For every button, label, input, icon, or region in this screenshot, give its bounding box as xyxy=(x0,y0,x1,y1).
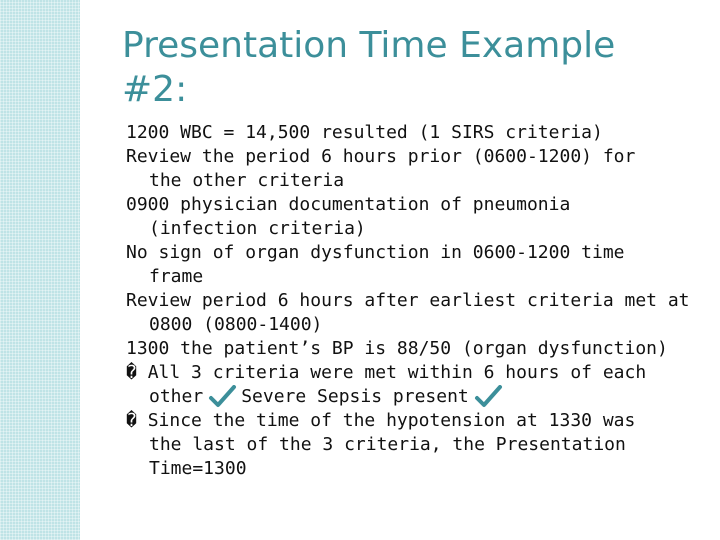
bullet-text: All 3 criteria were met within 6 hours of each xyxy=(147,362,647,383)
body-line xyxy=(126,409,706,433)
body-line: 1200 WBC = 14,500 resulted (1 SIRS criteria) xyxy=(126,122,603,143)
title-line-1: Presentation Time Example xyxy=(122,25,616,66)
body-line: Review period 6 hours after earliest criteria met at xyxy=(126,290,690,311)
body-paragraph xyxy=(126,121,706,145)
body-line: 1300 the patient’s BP is 88/50 (organ dysfunction) xyxy=(126,338,668,359)
bullet-glyph: � xyxy=(126,362,137,383)
body-paragraph xyxy=(126,289,706,337)
body-paragraph xyxy=(126,241,706,289)
body-line: No sign of organ dysfunction in 0600-1200 time xyxy=(126,242,625,263)
body-paragraph xyxy=(126,337,706,361)
body-line: the last of the 3 criteria, the Presentation xyxy=(149,434,626,455)
body-line: (infection criteria) xyxy=(149,218,366,239)
bullet-paragraph xyxy=(126,409,706,481)
body-line xyxy=(126,361,706,385)
bullet-text: other xyxy=(149,386,204,407)
body-line: 0800 (0800-1400) xyxy=(149,314,323,335)
title-line-2: #2: xyxy=(122,69,188,110)
body-line: frame xyxy=(149,266,204,287)
checkmark-icon xyxy=(207,385,237,409)
body-line: Time=1300 xyxy=(149,458,247,479)
slide-title xyxy=(122,24,702,112)
decorative-side-band xyxy=(0,0,80,540)
bullet-paragraph xyxy=(126,361,706,409)
body-line: the other criteria xyxy=(149,170,345,191)
bullet-text: Since the time of the hypotension at 1330 was xyxy=(147,410,636,431)
body-line: 0900 physician documentation of pneumonia xyxy=(126,194,571,215)
body-paragraph xyxy=(126,193,706,241)
body-line: Review the period 6 hours prior (0600-1200) for xyxy=(126,146,636,167)
bullet-text: Severe Sepsis present xyxy=(241,386,469,407)
slide-body xyxy=(126,121,706,481)
body-paragraph xyxy=(126,145,706,193)
body-line xyxy=(126,385,706,409)
bullet-glyph: � xyxy=(126,410,137,431)
checkmark-icon xyxy=(473,385,503,409)
